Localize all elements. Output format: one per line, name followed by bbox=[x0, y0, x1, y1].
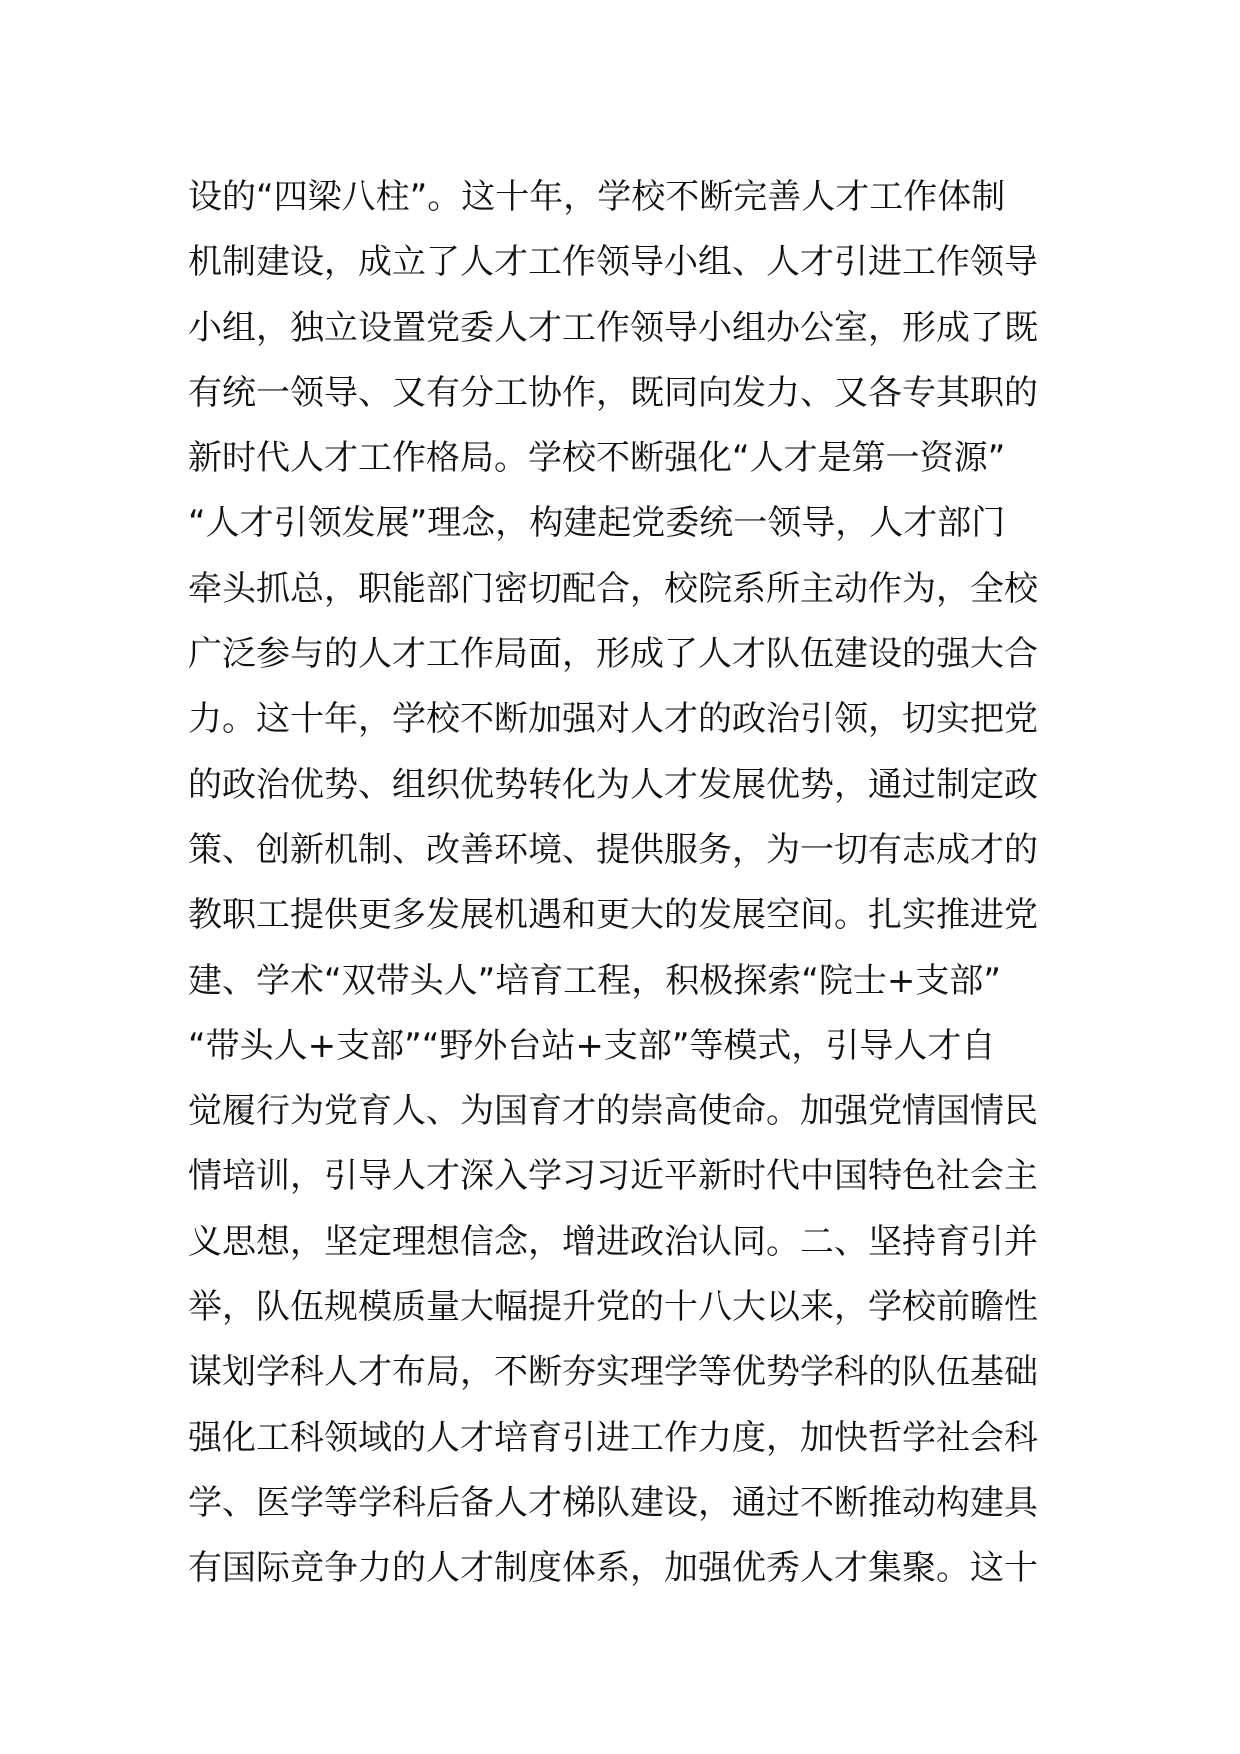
text-line-8: 广泛参与的人才工作局面，形成了人才队伍建设的强大合 bbox=[188, 634, 1038, 675]
text-line-4: 有统一领导、又有分工协作，既同向发力、又各专其职的 bbox=[188, 372, 1038, 413]
text-line-11: 策、创新机制、改善环境、提供服务，为一切有志成才的 bbox=[188, 829, 1038, 870]
text-line-22: 有国际竞争力的人才制度体系，加强优秀人才集聚。这十 bbox=[188, 1548, 1038, 1589]
text-line-18: 举，队伍规模质量大幅提升党的十八大以来，学校前瞻性 bbox=[188, 1287, 1038, 1328]
text-line-20: 强化工科领域的人才培育引进工作力度，加快哲学社会科 bbox=[188, 1417, 1038, 1458]
text-line-19: 谋划学科人才布局，不断夯实理学等优势学科的队伍基础 bbox=[188, 1352, 1038, 1393]
text-line-12: 教职工提供更多发展机遇和更大的发展空间。扎实推进党 bbox=[188, 895, 1038, 936]
text-line-6: “人才引领发展”理念，构建起党委统一领导，人才部门 bbox=[188, 503, 1006, 544]
text-line-1: 设的“四梁八柱”。这十年，学校不断完善人才工作体制 bbox=[188, 177, 1006, 217]
text-line-9: 力。这十年，学校不断加强对人才的政治引领，切实把党 bbox=[188, 699, 1038, 740]
text-line-17: 义思想，坚定理想信念，增进政治认同。二、坚持育引并 bbox=[188, 1221, 1038, 1262]
text-line-10: 的政治优势、组织优势转化为人才发展优势，通过制定政 bbox=[188, 764, 1038, 805]
body-text bbox=[188, 165, 1068, 1602]
text-line-13: 建、学术“双带头人”培育工程，积极探索“院士+支部” bbox=[188, 960, 1001, 1001]
text-line-3: 小组，独立设置党委人才工作领导小组办公室，形成了既 bbox=[188, 307, 1038, 348]
text-line-21: 学、医学等学科后备人才梯队建设，通过不断推动构建具 bbox=[188, 1482, 1038, 1523]
text-line-2: 机制建设，成立了人才工作领导小组、人才引进工作领导 bbox=[188, 242, 1038, 283]
text-line-15: 觉履行为党育人、为国育才的崇高使命。加强党情国情民 bbox=[188, 1091, 1038, 1132]
text-line-16: 情培训，引导人才深入学习习近平新时代中国特色社会主 bbox=[188, 1156, 1038, 1197]
text-line-14: “带头人+支部”“野外台站+支部”等模式，引导人才自 bbox=[188, 1025, 996, 1066]
text-line-7: 牵头抓总，职能部门密切配合，校院系所主动作为，全校 bbox=[188, 568, 1038, 609]
text-line-5: 新时代人才工作格局。学校不断强化“人才是第一资源” bbox=[188, 438, 1006, 479]
